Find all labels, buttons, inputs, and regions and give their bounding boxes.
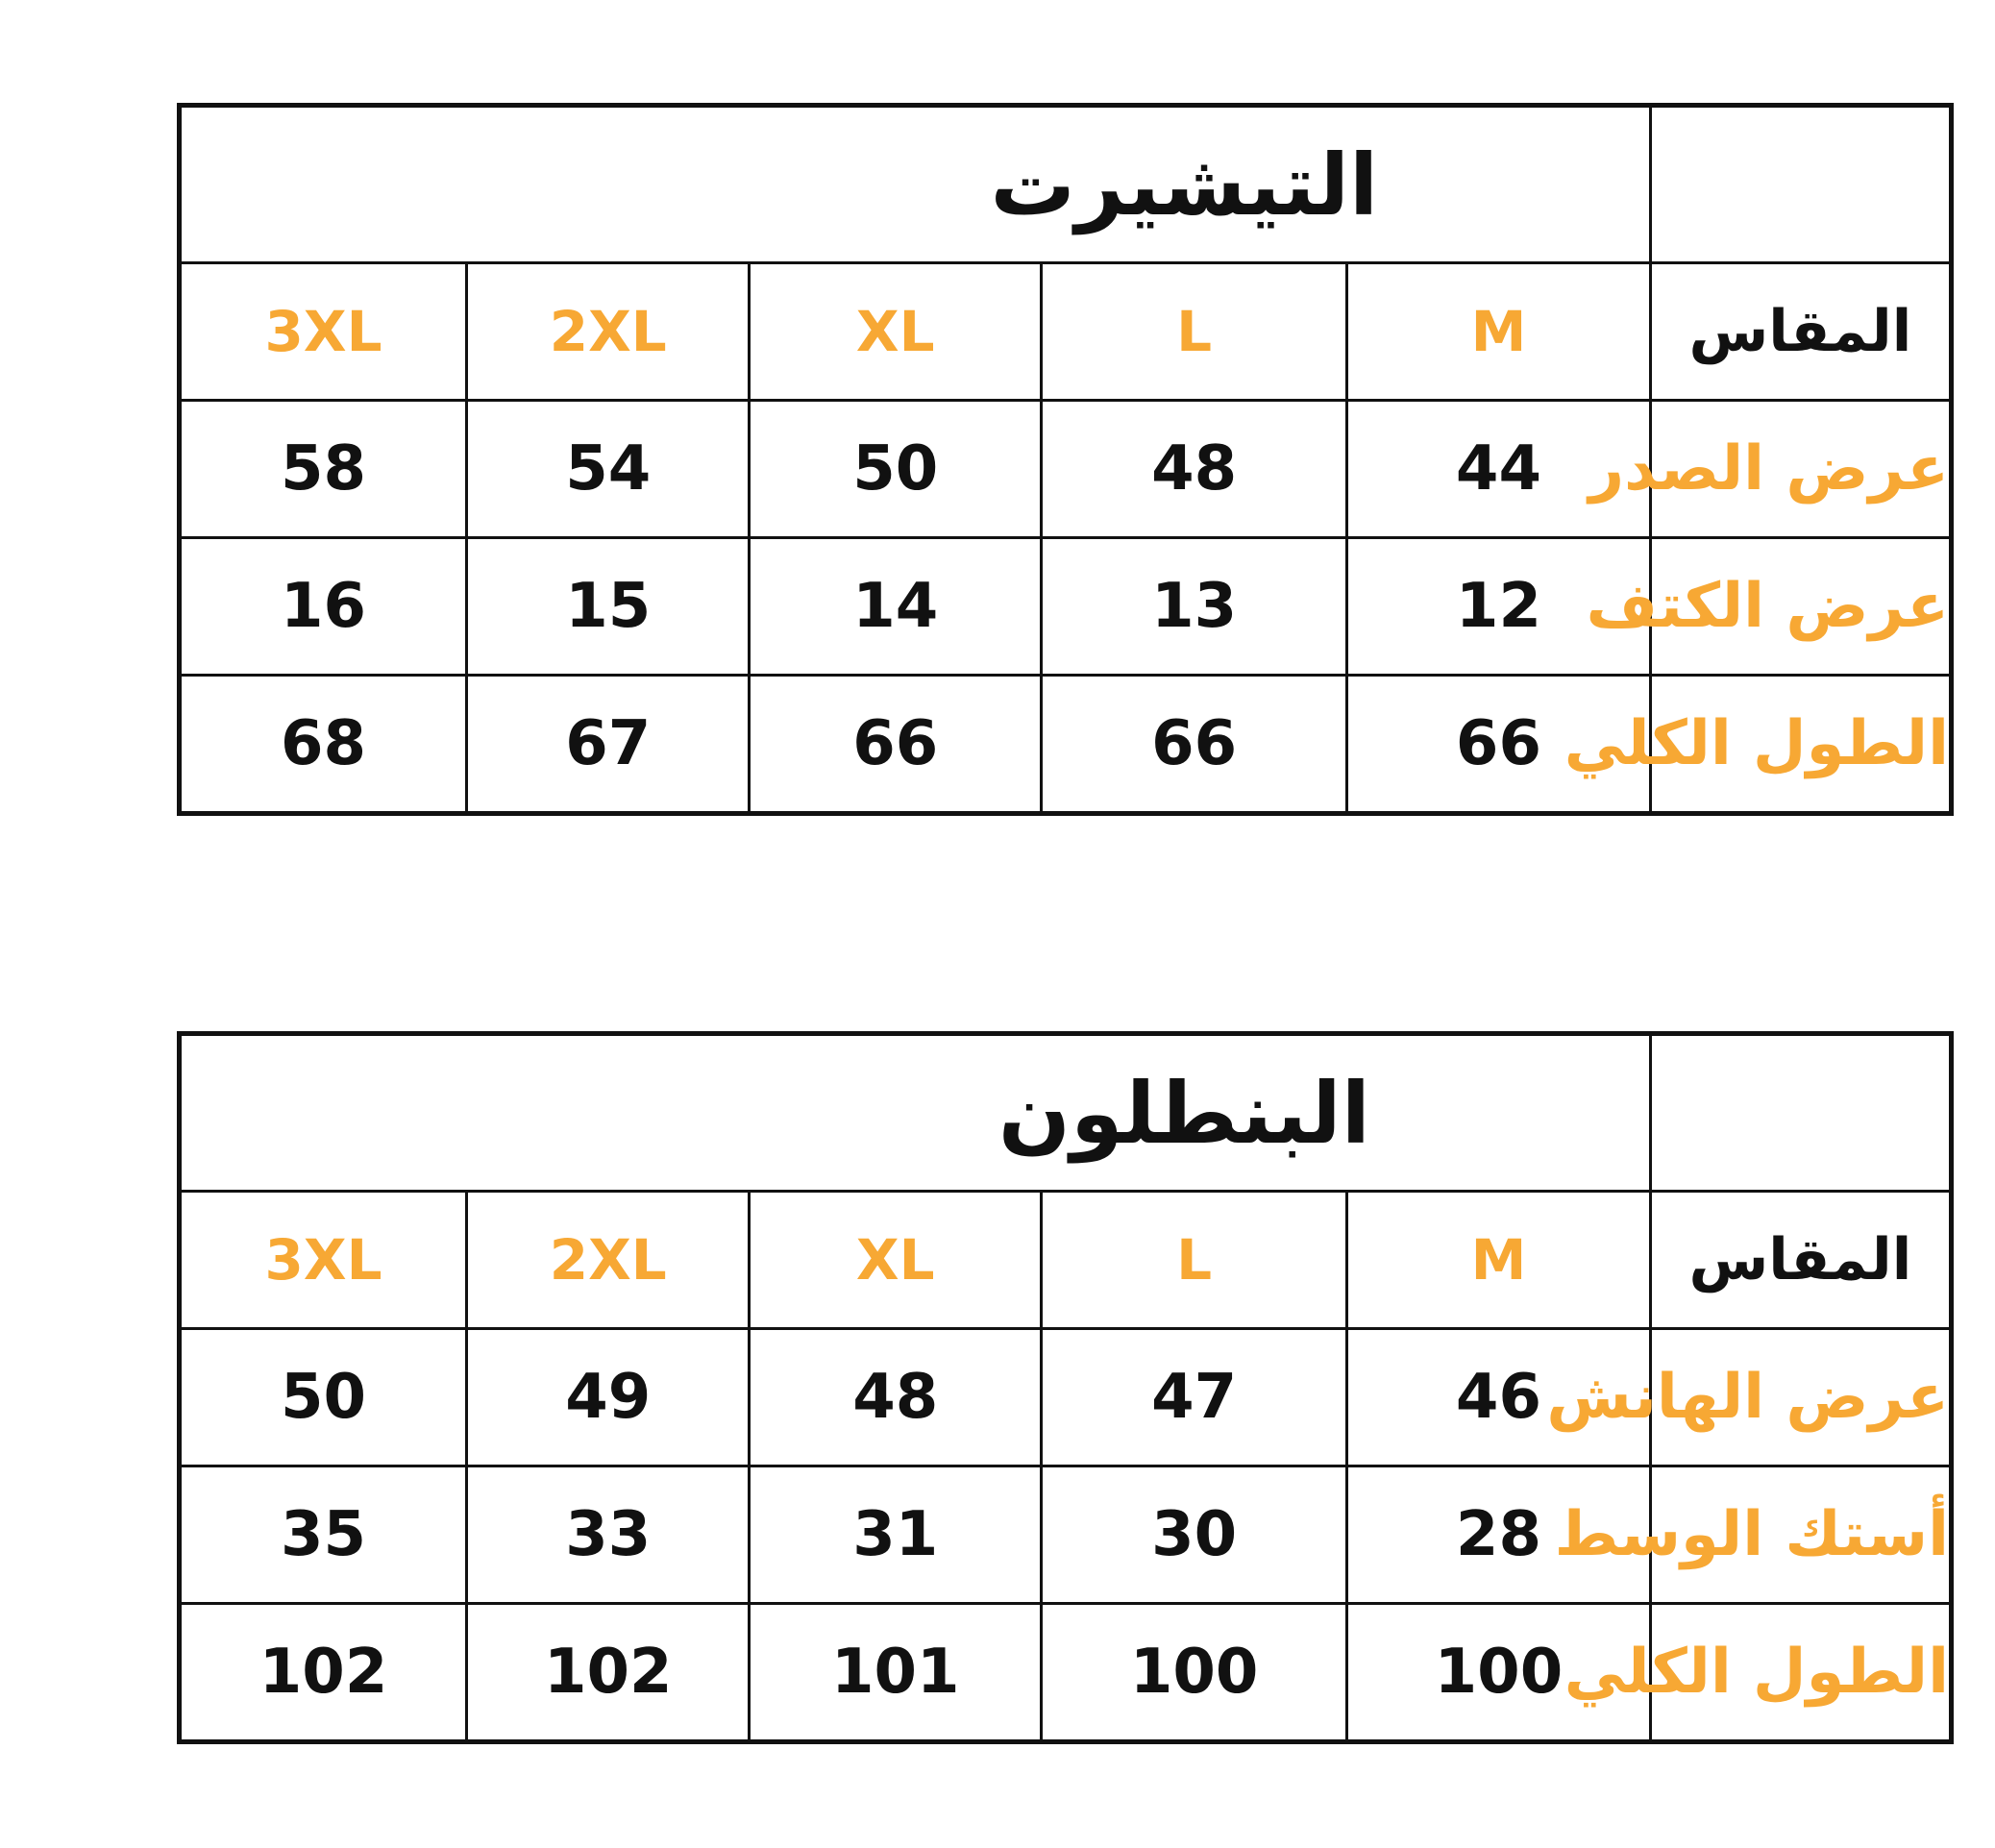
pants-size-header-label: المقاس (1650, 1192, 1951, 1329)
table-cell: 100 (1347, 1604, 1651, 1742)
table-cell: 66 (750, 676, 1042, 814)
tshirt-size-table (177, 103, 1954, 816)
table-cell: 35 (180, 1466, 467, 1604)
table-cell: 58 (180, 401, 467, 538)
table-cell: 102 (180, 1604, 467, 1742)
table-cell: 67 (467, 676, 750, 814)
table-cell: 44 (1347, 401, 1651, 538)
table-cell: 15 (467, 538, 750, 676)
tshirt-size-header-row (180, 263, 1952, 401)
table-cell: 33 (467, 1466, 750, 1604)
tshirt-chest-row (180, 401, 1952, 538)
pants-size-table (177, 1031, 1954, 1744)
tshirt-size-l: L (1042, 263, 1347, 401)
pants-size-3xl: 3XL (180, 1192, 467, 1329)
pants-size-2xl: 2XL (467, 1192, 750, 1329)
table-cell: 49 (467, 1329, 750, 1466)
pants-size-header-row (180, 1192, 1952, 1329)
pants-length-row (180, 1604, 1952, 1742)
table-cell: 100 (1042, 1604, 1347, 1742)
table-cell: 66 (1347, 676, 1651, 814)
table-cell: 102 (467, 1604, 750, 1742)
tshirt-title: التيشيرت (180, 106, 1651, 263)
tshirt-size-header-label: المقاس (1650, 263, 1951, 401)
table-cell: 30 (1042, 1466, 1347, 1604)
pants-hip-row (180, 1329, 1952, 1466)
table-cell: 16 (180, 538, 467, 676)
tshirt-size-3xl: 3XL (180, 263, 467, 401)
table-cell: 46 (1347, 1329, 1651, 1466)
tshirt-length-label: الطول الكلي (1650, 676, 1951, 814)
table-cell: 48 (750, 1329, 1042, 1466)
pants-size-m: M (1347, 1192, 1651, 1329)
tshirt-title-row (180, 106, 1952, 263)
table-cell: 31 (750, 1466, 1042, 1604)
tshirt-shoulder-label: عرض الكتف (1650, 538, 1951, 676)
tshirt-size-xl: XL (750, 263, 1042, 401)
table-cell: 54 (467, 401, 750, 538)
table-cell: 50 (180, 1329, 467, 1466)
table-cell: 68 (180, 676, 467, 814)
tshirt-length-row (180, 676, 1952, 814)
table-cell: 13 (1042, 538, 1347, 676)
pants-size-l: L (1042, 1192, 1347, 1329)
table-cell: 28 (1347, 1466, 1651, 1604)
table-cell: 14 (750, 538, 1042, 676)
pants-waist-row (180, 1466, 1952, 1604)
table-cell: 47 (1042, 1329, 1347, 1466)
table-cell: 48 (1042, 401, 1347, 538)
pants-corner-cell (1650, 1034, 1951, 1192)
table-cell: 66 (1042, 676, 1347, 814)
pants-length-label: الطول الكلي (1650, 1604, 1951, 1742)
table-cell: 50 (750, 401, 1042, 538)
tshirt-shoulder-row (180, 538, 1952, 676)
table-cell: 12 (1347, 538, 1651, 676)
pants-hip-label: عرض الهانش (1650, 1329, 1951, 1466)
table-cell: 101 (750, 1604, 1042, 1742)
tshirt-size-2xl: 2XL (467, 263, 750, 401)
tshirt-size-m: M (1347, 263, 1651, 401)
pants-title-row (180, 1034, 1952, 1192)
pants-size-xl: XL (750, 1192, 1042, 1329)
pants-waist-label: أستك الوسط (1650, 1466, 1951, 1604)
tshirt-chest-label: عرض الصدر (1650, 401, 1951, 538)
tshirt-corner-cell (1650, 106, 1951, 263)
pants-title: البنطلون (180, 1034, 1651, 1192)
